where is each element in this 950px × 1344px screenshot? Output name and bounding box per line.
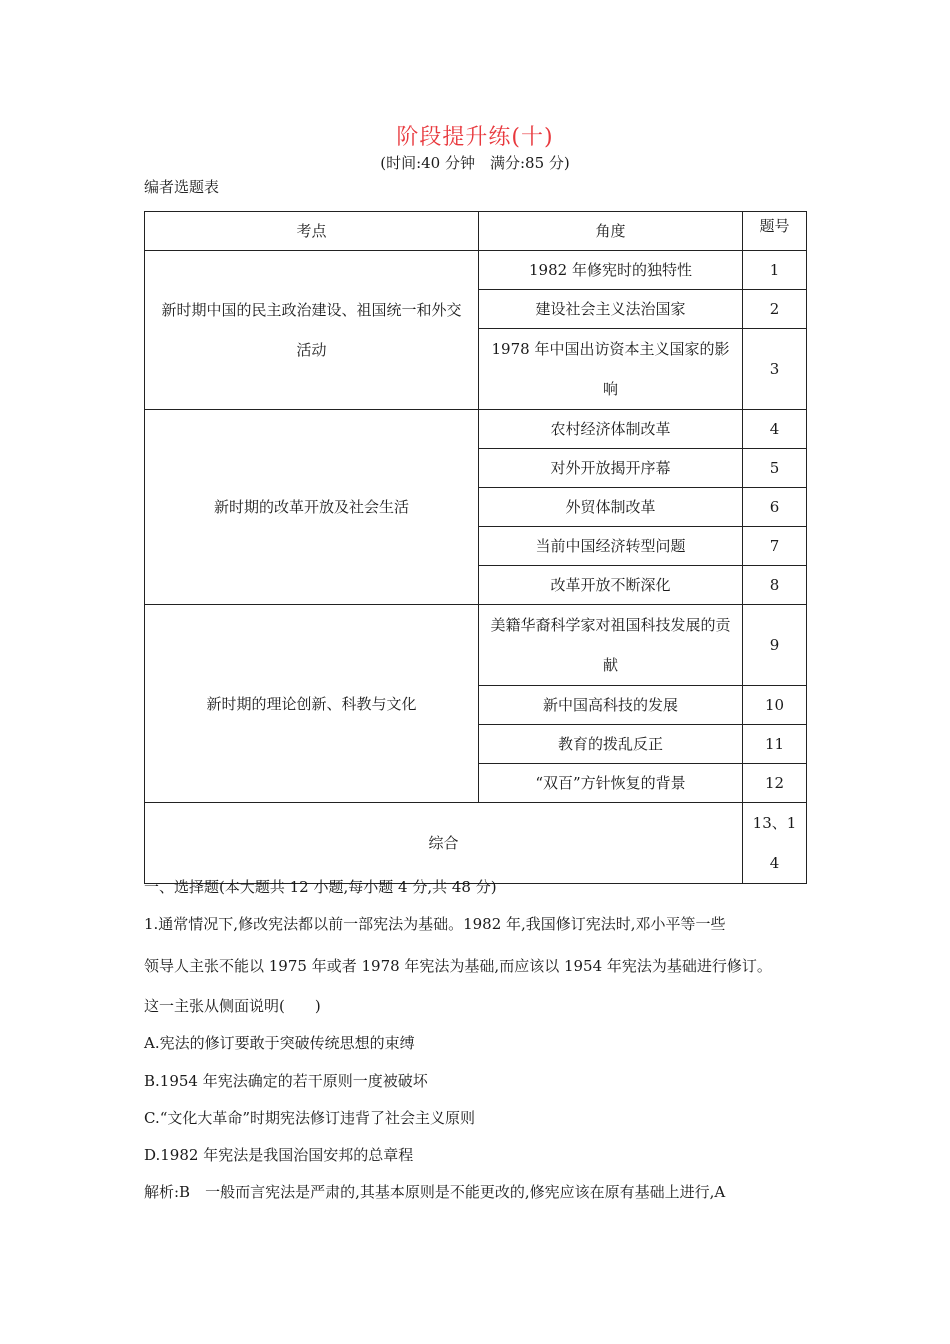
- angle-cell: 外贸体制改革: [479, 488, 743, 527]
- header-angle: 角度: [479, 212, 743, 251]
- angle-cell: 新中国高科技的发展: [479, 686, 743, 725]
- table-row: [145, 605, 807, 686]
- angle-cell: 改革开放不断深化: [479, 566, 743, 605]
- number-cell: 7: [743, 527, 807, 566]
- summary-number: 13、14: [743, 803, 807, 884]
- page-title: 阶段提升练(十): [396, 125, 554, 150]
- table-header-row: [145, 212, 807, 251]
- topic-cell: 新时期的改革开放及社会生活: [145, 410, 479, 605]
- topic-table: [144, 211, 807, 884]
- angle-cell: 1978 年中国出访资本主义国家的影响: [479, 329, 743, 410]
- angle-cell: 教育的拨乱反正: [479, 725, 743, 764]
- topic-cell: 新时期的理论创新、科教与文化: [145, 605, 479, 803]
- angle-cell: 当前中国经济转型问题: [479, 527, 743, 566]
- summary-label: 综合: [145, 803, 743, 884]
- table-row-summary: [145, 803, 807, 884]
- topic-cell: 新时期中国的民主政治建设、祖国统一和外交活动: [145, 251, 479, 410]
- table-caption: 编者选题表: [144, 178, 220, 196]
- number-cell: 12: [743, 764, 807, 803]
- angle-cell: 美籍华裔科学家对祖国科技发展的贡献: [479, 605, 743, 686]
- number-cell: 10: [743, 686, 807, 725]
- number-cell: 8: [743, 566, 807, 605]
- header-topic: 考点: [145, 212, 479, 251]
- angle-cell: 1982 年修宪时的独特性: [479, 251, 743, 290]
- option-a: A.宪法的修订要敢于突破传统思想的束缚: [144, 1034, 415, 1052]
- number-cell: 6: [743, 488, 807, 527]
- page-subtitle: (时间:40 分钟 满分:85 分): [380, 154, 570, 172]
- angle-cell: 建设社会主义法治国家: [479, 290, 743, 329]
- angle-cell: “双百”方针恢复的背景: [479, 764, 743, 803]
- header-number: 题号: [743, 212, 807, 251]
- question-1-line-1: 1.通常情况下,修改宪法都以前一部宪法为基础。1982 年,我国修订宪法时,邓小平等一些: [144, 915, 726, 933]
- number-cell: 11: [743, 725, 807, 764]
- section-heading: 一、选择题(本大题共 12 小题,每小题 4 分,共 48 分): [144, 878, 497, 896]
- option-d: D.1982 年宪法是我国治国安邦的总章程: [144, 1146, 414, 1164]
- number-cell: 5: [743, 449, 807, 488]
- table-row: [145, 410, 807, 449]
- number-cell: 1: [743, 251, 807, 290]
- analysis-text: 解析:B 一般而言宪法是严肃的,其基本原则是不能更改的,修宪应该在原有基础上进行,A: [144, 1183, 726, 1201]
- angle-cell: 对外开放揭开序幕: [479, 449, 743, 488]
- question-1-line-2: 领导人主张不能以 1975 年或者 1978 年宪法为基础,而应该以 1954 年宪法为基础进行修订。: [144, 957, 772, 975]
- question-1-line-3: 这一主张从侧面说明( ): [144, 997, 321, 1015]
- table-row: [145, 251, 807, 290]
- number-cell: 4: [743, 410, 807, 449]
- number-cell: 2: [743, 290, 807, 329]
- option-b: B.1954 年宪法确定的若干原则一度被破坏: [144, 1072, 428, 1090]
- number-cell: 3: [743, 329, 807, 410]
- angle-cell: 农村经济体制改革: [479, 410, 743, 449]
- option-c: C.“文化大革命”时期宪法修订违背了社会主义原则: [144, 1109, 476, 1127]
- number-cell: 9: [743, 605, 807, 686]
